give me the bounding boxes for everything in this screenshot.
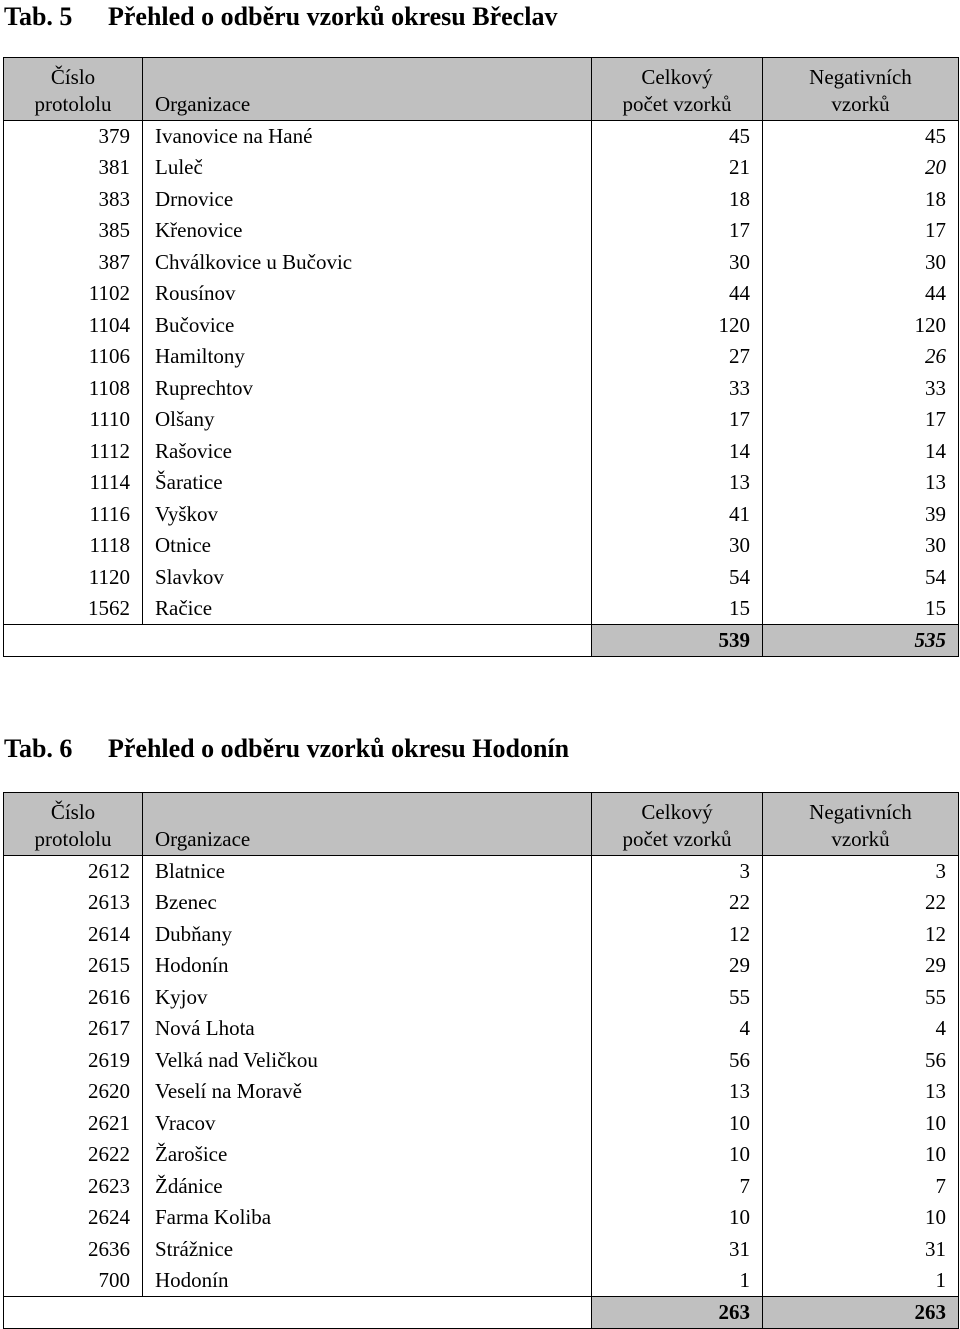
protocol-number-cell: 2614 [4, 919, 143, 951]
organization-cell: Křenovice [143, 215, 592, 247]
total-samples-cell: 17 [592, 404, 763, 436]
table-row [4, 467, 959, 499]
protocol-number-cell: 1116 [4, 499, 143, 531]
header-organizace: Organizace [143, 793, 592, 856]
organization-cell: Veselí na Moravě [143, 1076, 592, 1108]
negative-samples-cell: 10 [763, 1202, 959, 1234]
total-samples-cell: 10 [592, 1202, 763, 1234]
protocol-number-cell: 2624 [4, 1202, 143, 1234]
negative-samples-cell: 44 [763, 278, 959, 310]
negative-samples-cell: 12 [763, 919, 959, 951]
negative-samples-cell: 7 [763, 1171, 959, 1203]
negative-samples-cell: 17 [763, 404, 959, 436]
total-samples-cell: 4 [592, 1013, 763, 1045]
protocol-number-cell: 387 [4, 247, 143, 279]
organization-cell: Šaratice [143, 467, 592, 499]
organization-cell: Hodonín [143, 1265, 592, 1297]
sum-total-cell: 539 [592, 625, 763, 657]
negative-samples-cell: 56 [763, 1045, 959, 1077]
table6-header-row [4, 793, 959, 856]
table5-header-row [4, 58, 959, 121]
protocol-number-cell: 1106 [4, 341, 143, 373]
table-row [4, 982, 959, 1014]
table5-caption-number: Tab. 5 [4, 2, 73, 31]
table-row [4, 1171, 959, 1203]
negative-samples-cell: 30 [763, 247, 959, 279]
negative-samples-cell: 55 [763, 982, 959, 1014]
protocol-number-cell: 383 [4, 184, 143, 216]
total-samples-cell: 29 [592, 950, 763, 982]
table-row [4, 562, 959, 594]
protocol-number-cell: 1108 [4, 373, 143, 405]
table-row [4, 499, 959, 531]
protocol-number-cell: 385 [4, 215, 143, 247]
protocol-number-cell: 1120 [4, 562, 143, 594]
table6-caption [4, 734, 569, 764]
organization-cell: Slavkov [143, 562, 592, 594]
protocol-number-cell: 2615 [4, 950, 143, 982]
total-samples-cell: 55 [592, 982, 763, 1014]
total-samples-cell: 14 [592, 436, 763, 468]
total-samples-cell: 10 [592, 1139, 763, 1171]
negative-samples-cell: 13 [763, 1076, 959, 1108]
organization-cell: Vracov [143, 1108, 592, 1140]
protocol-number-cell: 1562 [4, 593, 143, 625]
organization-cell: Hamiltony [143, 341, 592, 373]
total-samples-cell: 17 [592, 215, 763, 247]
protocol-number-cell: 700 [4, 1265, 143, 1297]
total-samples-cell: 56 [592, 1045, 763, 1077]
sum-empty-cell [4, 1297, 592, 1329]
protocol-number-cell: 1110 [4, 404, 143, 436]
organization-cell: Strážnice [143, 1234, 592, 1266]
total-samples-cell: 21 [592, 152, 763, 184]
negative-samples-cell: 20 [763, 152, 959, 184]
organization-cell: Otnice [143, 530, 592, 562]
negative-samples-cell: 45 [763, 121, 959, 153]
total-samples-cell: 13 [592, 1076, 763, 1108]
total-samples-cell: 22 [592, 887, 763, 919]
negative-samples-cell: 10 [763, 1108, 959, 1140]
total-samples-cell: 44 [592, 278, 763, 310]
negative-samples-cell: 39 [763, 499, 959, 531]
table-row [4, 1234, 959, 1266]
organization-cell: Farma Koliba [143, 1202, 592, 1234]
table-row [4, 184, 959, 216]
table6-caption-number: Tab. 6 [4, 734, 73, 763]
table-row [4, 404, 959, 436]
table5-caption [4, 2, 557, 32]
organization-cell: Žarošice [143, 1139, 592, 1171]
total-samples-cell: 1 [592, 1265, 763, 1297]
table-row [4, 887, 959, 919]
sum-total-cell: 263 [592, 1297, 763, 1329]
negative-samples-cell: 4 [763, 1013, 959, 1045]
table-row [4, 593, 959, 625]
table-row [4, 530, 959, 562]
header-negativnich: Negativních vzorků [763, 793, 959, 856]
sum-row [4, 1297, 959, 1329]
protocol-number-cell: 381 [4, 152, 143, 184]
total-samples-cell: 54 [592, 562, 763, 594]
negative-samples-cell: 15 [763, 593, 959, 625]
table-row [4, 1076, 959, 1108]
organization-cell: Ivanovice na Hané [143, 121, 592, 153]
table-row [4, 247, 959, 279]
total-samples-cell: 31 [592, 1234, 763, 1266]
table-row [4, 1013, 959, 1045]
organization-cell: Bzenec [143, 887, 592, 919]
sum-row [4, 625, 959, 657]
table6 [3, 792, 959, 1329]
organization-cell: Nová Lhota [143, 1013, 592, 1045]
table-row [4, 436, 959, 468]
table-row [4, 152, 959, 184]
organization-cell: Blatnice [143, 856, 592, 888]
table-row [4, 1202, 959, 1234]
organization-cell: Rousínov [143, 278, 592, 310]
total-samples-cell: 30 [592, 530, 763, 562]
table-row [4, 1045, 959, 1077]
total-samples-cell: 12 [592, 919, 763, 951]
protocol-number-cell: 2617 [4, 1013, 143, 1045]
total-samples-cell: 120 [592, 310, 763, 342]
protocol-number-cell: 2612 [4, 856, 143, 888]
protocol-number-cell: 2613 [4, 887, 143, 919]
table-row [4, 310, 959, 342]
protocol-number-cell: 2621 [4, 1108, 143, 1140]
header-cislo-protololu: Číslo protololu [4, 58, 143, 121]
table-row [4, 950, 959, 982]
organization-cell: Dubňany [143, 919, 592, 951]
organization-cell: Kyjov [143, 982, 592, 1014]
table-row [4, 1265, 959, 1297]
negative-samples-cell: 17 [763, 215, 959, 247]
protocol-number-cell: 1114 [4, 467, 143, 499]
protocol-number-cell: 2623 [4, 1171, 143, 1203]
table-row [4, 341, 959, 373]
protocol-number-cell: 2619 [4, 1045, 143, 1077]
total-samples-cell: 33 [592, 373, 763, 405]
protocol-number-cell: 2622 [4, 1139, 143, 1171]
organization-cell: Ruprechtov [143, 373, 592, 405]
sum-empty-cell [4, 625, 592, 657]
organization-cell: Ždánice [143, 1171, 592, 1203]
total-samples-cell: 27 [592, 341, 763, 373]
sum-negative-cell: 263 [763, 1297, 959, 1329]
negative-samples-cell: 10 [763, 1139, 959, 1171]
organization-cell: Bučovice [143, 310, 592, 342]
protocol-number-cell: 1118 [4, 530, 143, 562]
table-row [4, 215, 959, 247]
protocol-number-cell: 2620 [4, 1076, 143, 1108]
negative-samples-cell: 30 [763, 530, 959, 562]
protocol-number-cell: 1102 [4, 278, 143, 310]
organization-cell: Luleč [143, 152, 592, 184]
organization-cell: Drnovice [143, 184, 592, 216]
table5-caption-title: Přehled o odběru vzorků okresu Břeclav [108, 2, 558, 31]
negative-samples-cell: 13 [763, 467, 959, 499]
total-samples-cell: 7 [592, 1171, 763, 1203]
negative-samples-cell: 31 [763, 1234, 959, 1266]
table-row [4, 278, 959, 310]
negative-samples-cell: 26 [763, 341, 959, 373]
organization-cell: Olšany [143, 404, 592, 436]
header-cislo-protololu: Číslo protololu [4, 793, 143, 856]
total-samples-cell: 15 [592, 593, 763, 625]
header-celkovy-pocet: Celkový počet vzorků [592, 793, 763, 856]
negative-samples-cell: 1 [763, 1265, 959, 1297]
protocol-number-cell: 2636 [4, 1234, 143, 1266]
organization-cell: Rašovice [143, 436, 592, 468]
organization-cell: Hodonín [143, 950, 592, 982]
negative-samples-cell: 18 [763, 184, 959, 216]
negative-samples-cell: 33 [763, 373, 959, 405]
total-samples-cell: 41 [592, 499, 763, 531]
table-row [4, 919, 959, 951]
protocol-number-cell: 1112 [4, 436, 143, 468]
table-row [4, 121, 959, 153]
organization-cell: Velká nad Veličkou [143, 1045, 592, 1077]
header-celkovy-pocet: Celkový počet vzorků [592, 58, 763, 121]
negative-samples-cell: 3 [763, 856, 959, 888]
table5 [3, 57, 959, 657]
negative-samples-cell: 14 [763, 436, 959, 468]
organization-cell: Chválkovice u Bučovic [143, 247, 592, 279]
table-row [4, 373, 959, 405]
total-samples-cell: 30 [592, 247, 763, 279]
negative-samples-cell: 120 [763, 310, 959, 342]
header-organizace: Organizace [143, 58, 592, 121]
negative-samples-cell: 29 [763, 950, 959, 982]
total-samples-cell: 10 [592, 1108, 763, 1140]
organization-cell: Vyškov [143, 499, 592, 531]
negative-samples-cell: 54 [763, 562, 959, 594]
organization-cell: Račice [143, 593, 592, 625]
table6-caption-title: Přehled o odběru vzorků okresu Hodonín [108, 734, 570, 763]
protocol-number-cell: 1104 [4, 310, 143, 342]
protocol-number-cell: 379 [4, 121, 143, 153]
total-samples-cell: 3 [592, 856, 763, 888]
protocol-number-cell: 2616 [4, 982, 143, 1014]
table-row [4, 856, 959, 888]
header-negativnich: Negativních vzorků [763, 58, 959, 121]
table-row [4, 1108, 959, 1140]
table-row [4, 1139, 959, 1171]
total-samples-cell: 45 [592, 121, 763, 153]
sum-negative-cell: 535 [763, 625, 959, 657]
total-samples-cell: 13 [592, 467, 763, 499]
total-samples-cell: 18 [592, 184, 763, 216]
negative-samples-cell: 22 [763, 887, 959, 919]
